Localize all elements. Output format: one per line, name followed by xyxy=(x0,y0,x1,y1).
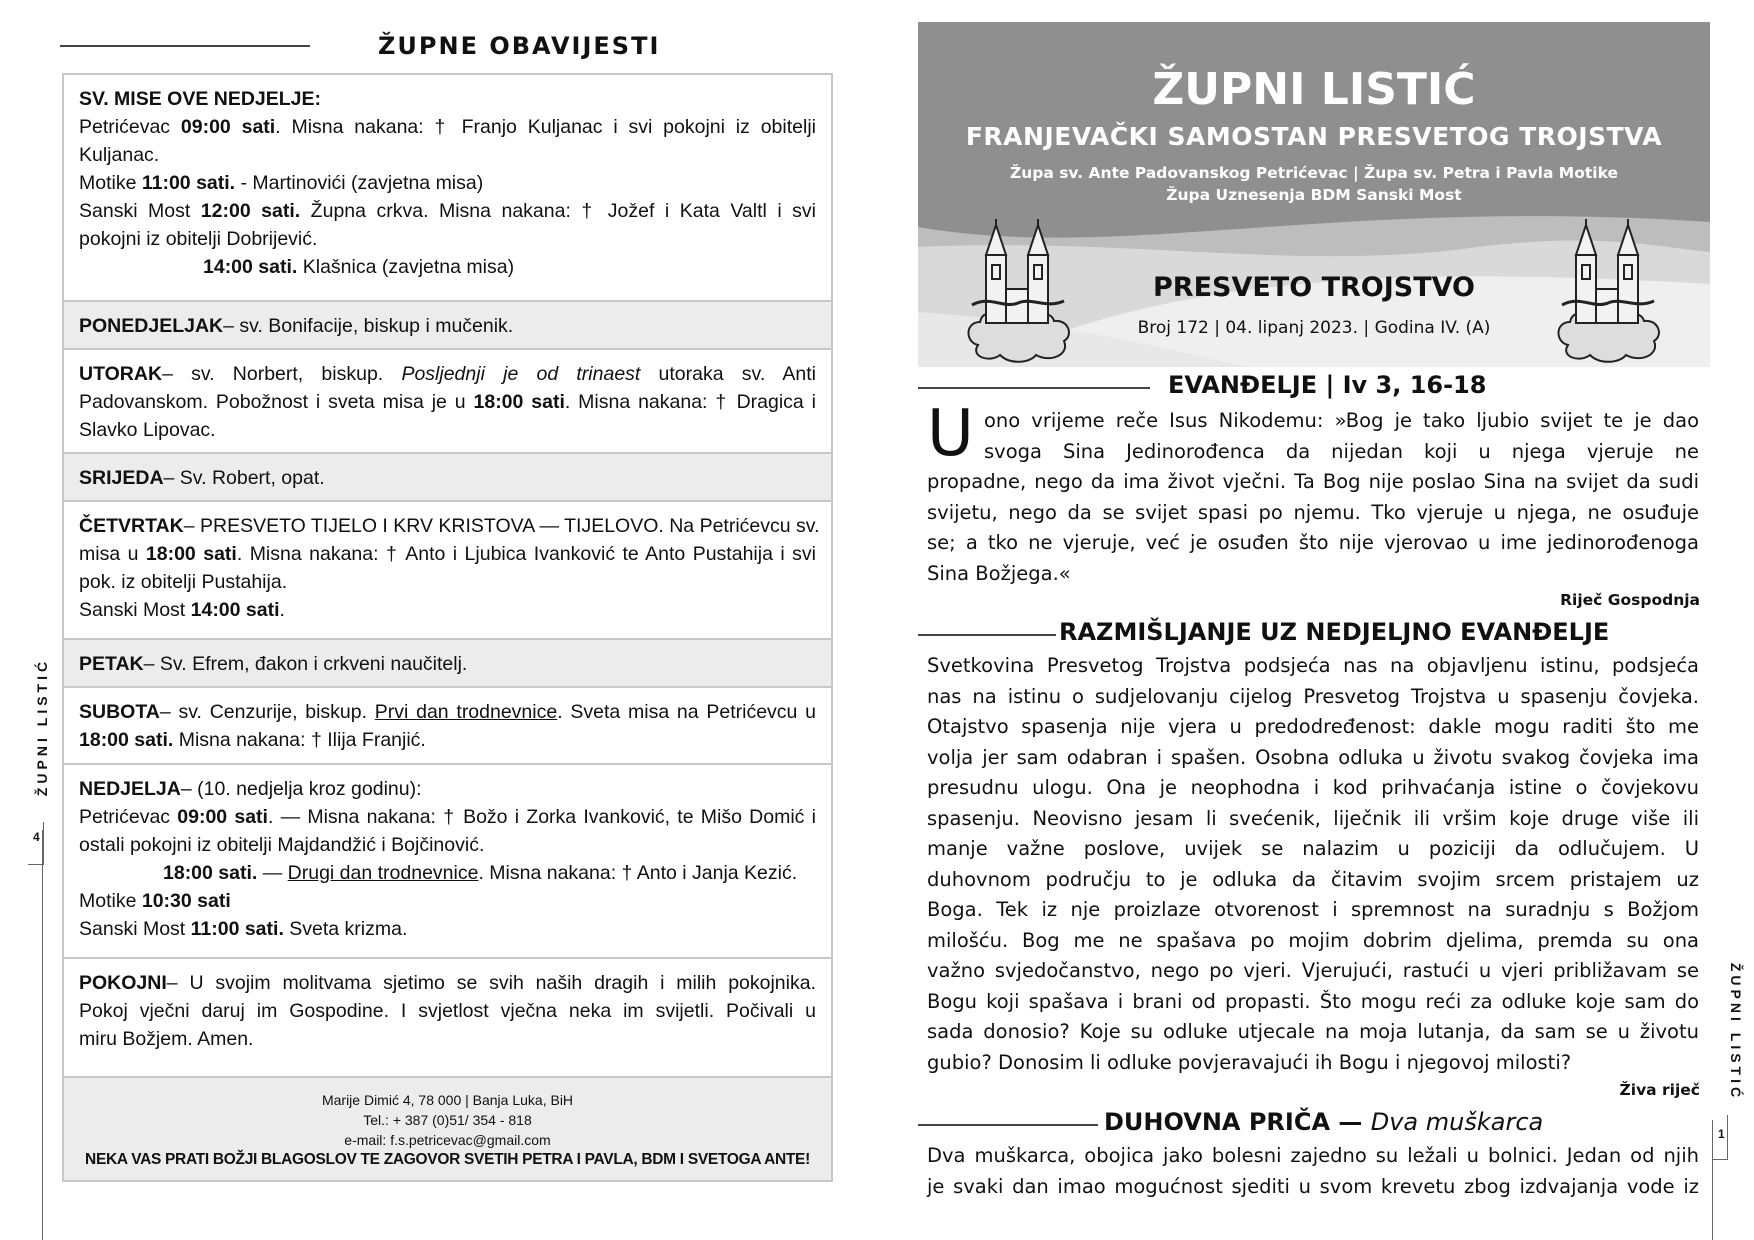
reflection-heading: RAZMIŠLJANJE UZ NEDJELJNO EVANĐELJE xyxy=(918,618,1710,652)
saturday-box: SUBOTA– sv. Cenzurije, biskup. Prvi dan trodnevnice. Sveta misa na Petrićevcu u 18:00 sati. Misna nakana: † Ilija Franjić. xyxy=(62,686,833,765)
reflection-line: volja jer sam odabran i spašen. Osobna odluka u životu svakog čovjeka ima xyxy=(927,745,1699,769)
mass-schedule-box xyxy=(62,73,833,302)
sunday-box: NEDJELJA– (10. nedjelja kroz godinu): Petrićevac 09:00 sati. — Misna nakana: † Božo i Zorka Ivanković, te Mišo Domić i ostali pokojni iz obitelji Majdandžić i Bojčinović. 18:00 sati. — Drugi dan trodnevnice. Misna nakana: † Anto i Janja Kezić. Motike 10:30 sati Sanski Most 11:00 sati. Sveta krizma. xyxy=(62,763,833,959)
mass-line: Kuljanac. xyxy=(79,144,160,166)
friday-box: PETAK– Sv. Efrem, đakon i crkveni naučitelj. xyxy=(62,638,833,688)
reflection-line: nas na istinu o sudjelovanju cijelog Presvetog Trojstva u spasenju čovjeka. xyxy=(927,684,1699,708)
day-name: SRIJEDA xyxy=(79,467,164,489)
reflection-line: milošću. Bog me ne spašava po mojim dobrim djelima, premda su ona xyxy=(927,928,1699,952)
reflection-line: važno svjedočanstvo, nego po vjeri. Vjerujući, rastući u vjeri približavam se xyxy=(927,959,1699,982)
reflection-line: spasenju. Neovisno jesam li svećenik, liječnik ili vršim koje druge više ili xyxy=(927,806,1699,830)
day-name: SUBOTA xyxy=(79,701,160,723)
day-name: PONEDJELJAK xyxy=(79,315,224,337)
story-text: Dva muškarca, obojica jako bolesni zajedno su ležali u bolnici. Jedan od njih je svaki dan imao mogućnost sjediti u svom krevetu zbog izdvajanja vode iz xyxy=(927,1144,1699,1198)
day-name: UTORAK xyxy=(79,363,163,385)
mass-line: Sanski Most 12:00 sati. Župna crkva. Misna nakana: † Jožef i Kata Valtl i svi xyxy=(79,200,817,222)
reflection-line: sada donosio? Koje su odluke utjecale na moja lutanja, da sam se u životu xyxy=(927,1020,1699,1043)
reflection-text xyxy=(927,651,1699,1078)
masthead-banner xyxy=(918,22,1710,367)
day-name: PETAK xyxy=(79,653,144,675)
email: e-mail: f.s.petricevac@gmail.com xyxy=(344,1132,551,1148)
day-name: ČETVRTAK xyxy=(79,515,184,537)
page-number: 1 xyxy=(1718,1127,1725,1141)
reflection-line: Bogu koji spašava i brani od propasti. Što mogu reći za odluke koje sam do xyxy=(927,989,1699,1013)
parish-list: Župa sv. Ante Padovanskog Petrićevac | Župa sv. Petra i Pavla Motike xyxy=(1009,164,1618,182)
margin-line xyxy=(1712,1120,1713,1240)
left-side-label: ŽUPNI LISTIĆ xyxy=(34,657,50,797)
gospel-text: ono vrijeme reče Isus Nikodemu: »Bog je tako ljubio svijet te je dao svoga Sina Jedinorođenca da nijedan koji u njega vjeruje ne propadne, nego da ima život vječni. Ta Bog nije poslao Sina na svijet da sudi svijetu, nego da se svijet spasi po njemu. Tko vjeruje u njega, ne osuđuje se; a tko ne vjeruje, već je osuđen što nije vjerovao u ime jedinorođenoga Sina Božjega.« xyxy=(927,409,1699,585)
gospel-heading: EVANĐELJE | Iv 3, 16-18 xyxy=(918,371,1710,405)
monday-box: PONEDJELJAK– sv. Bonifacije, biskup i mučenik. xyxy=(62,300,833,350)
gospel-source: Riječ Gospodnja xyxy=(1560,591,1700,609)
mass-title: SV. MISE OVE NEDJELJE: xyxy=(79,88,322,110)
church-icon xyxy=(1550,217,1666,367)
reflection-source: Živa riječ xyxy=(1619,1081,1700,1099)
day-name: NEDJELJA xyxy=(79,778,181,800)
mass-line: Motike 11:00 sati. - Martinovići (zavjetna misa) xyxy=(79,172,484,194)
heading-rule xyxy=(60,45,310,47)
reflection-line: Otajstvo spasenja nije vjera u predodređenost: dakle mogu raditi što me xyxy=(927,715,1699,738)
feast-title: PRESVETO TROJSTVO xyxy=(1152,272,1476,303)
margin-line xyxy=(42,830,43,1240)
heading-rule xyxy=(918,634,1056,636)
heading-rule xyxy=(918,1124,1098,1126)
parish-list: Župa Uznesenja BDM Sanski Most xyxy=(1166,186,1462,204)
mass-line: Petrićevac 09:00 sati. Misna nakana: † Franjo Kuljanac i svi pokojni iz obitelji xyxy=(79,116,816,138)
blessing: NEKA VAS PRATI BOŽJI BLAGOSLOV TE ZAGOVOR SVETIH PETRA I PAVLA, BDM I SVETOGA ANTE! xyxy=(85,1151,810,1168)
contact-footer xyxy=(62,1076,833,1182)
address: Marije Dimić 4, 78 000 | Banja Luka, BiH xyxy=(321,1092,574,1108)
issue-info: Broj 172 | 04. lipanj 2023. | Godina IV. (A) xyxy=(1137,318,1491,338)
monastery-name: FRANJEVAČKI SAMOSTAN PRESVETOG TROJSTVA xyxy=(965,122,1663,151)
reflection-line: duhovnom području to je odluka da čitavim svojim srcem pristajem uz xyxy=(927,867,1699,891)
story-heading: DUHOVNA PRIČA — Dva muškarca xyxy=(918,1108,1710,1142)
day-name: POKOJNI xyxy=(79,972,167,994)
thursday-box: ČETVRTAK– PRESVETO TIJELO I KRV KRISTOVA — TIJELOVO. Na Petrićevcu sv. misa u 18:00 sati. Misna nakana: † Anto i Ljubica Ivanković te Anto Pustahija i svi pok. iz obitelji Pustahija. Sanski Most 14:00 sati. xyxy=(62,500,833,640)
right-side-label: ŽUPNI LISTIĆ xyxy=(1728,962,1744,1102)
reflection-line: Boga. Tek iz nje proizlaze otvorenost i spremnost na suradnju s Božjom xyxy=(927,898,1699,921)
phone: Tel.: + 387 (0)51/ 354 - 818 xyxy=(363,1112,532,1128)
reflection-line: presudnu ulogu. Ona je neophodna i kod prihvaćanja istine o čovjekovu xyxy=(927,776,1699,799)
triduum-day-1: Prvi dan trodnevnice xyxy=(374,701,558,723)
reflection-line: manje važne poslove, uvijek se nalazim u poziciji da odlučujem. U xyxy=(927,837,1699,860)
reflection-line: Svetkovina Presvetog Trojstva podsjeća nas na objavljenu istinu, podsjeća xyxy=(927,654,1699,677)
page-number: 4 xyxy=(33,830,40,844)
mass-line: pokojni iz obitelji Dobrijević. xyxy=(79,228,318,250)
deceased-box: POKOJNI– U svojim molitvama sjetimo se svih naših dragih i milih pokojnika. Pokoj vječni daruj im Gospodine. I svjetlost vječna neka im svijetli. Počivali u miru Božjem. Amen. xyxy=(62,957,833,1078)
drop-cap: U xyxy=(927,397,974,471)
triduum-day-2: Drugi dan trodnevnice xyxy=(287,862,479,884)
tuesday-box: UTORAK– sv. Norbert, biskup. Posljednji je od trinaest utoraka sv. Anti Padovanskom. Pobožnost i sveta misa je u 18:00 sati. Misna nakana: † Dragica i Slavko Lipovac. xyxy=(62,348,833,454)
mass-line: 14:00 sati. Klašnica (zavjetna misa) xyxy=(203,256,515,278)
heading-rule xyxy=(918,387,1150,389)
wednesday-box: SRIJEDA– Sv. Robert, opat. xyxy=(62,452,833,502)
reflection-line: gubio? Donosim li odluke povjeravajući ih Bogu i njegovoj milosti? xyxy=(927,1050,1572,1074)
section-title: ŽUPNE OBAVIJESTI xyxy=(378,32,661,60)
newsletter-title: ŽUPNI LISTIĆ xyxy=(1152,64,1476,115)
church-icon xyxy=(960,217,1076,367)
left-section-heading xyxy=(60,32,838,62)
